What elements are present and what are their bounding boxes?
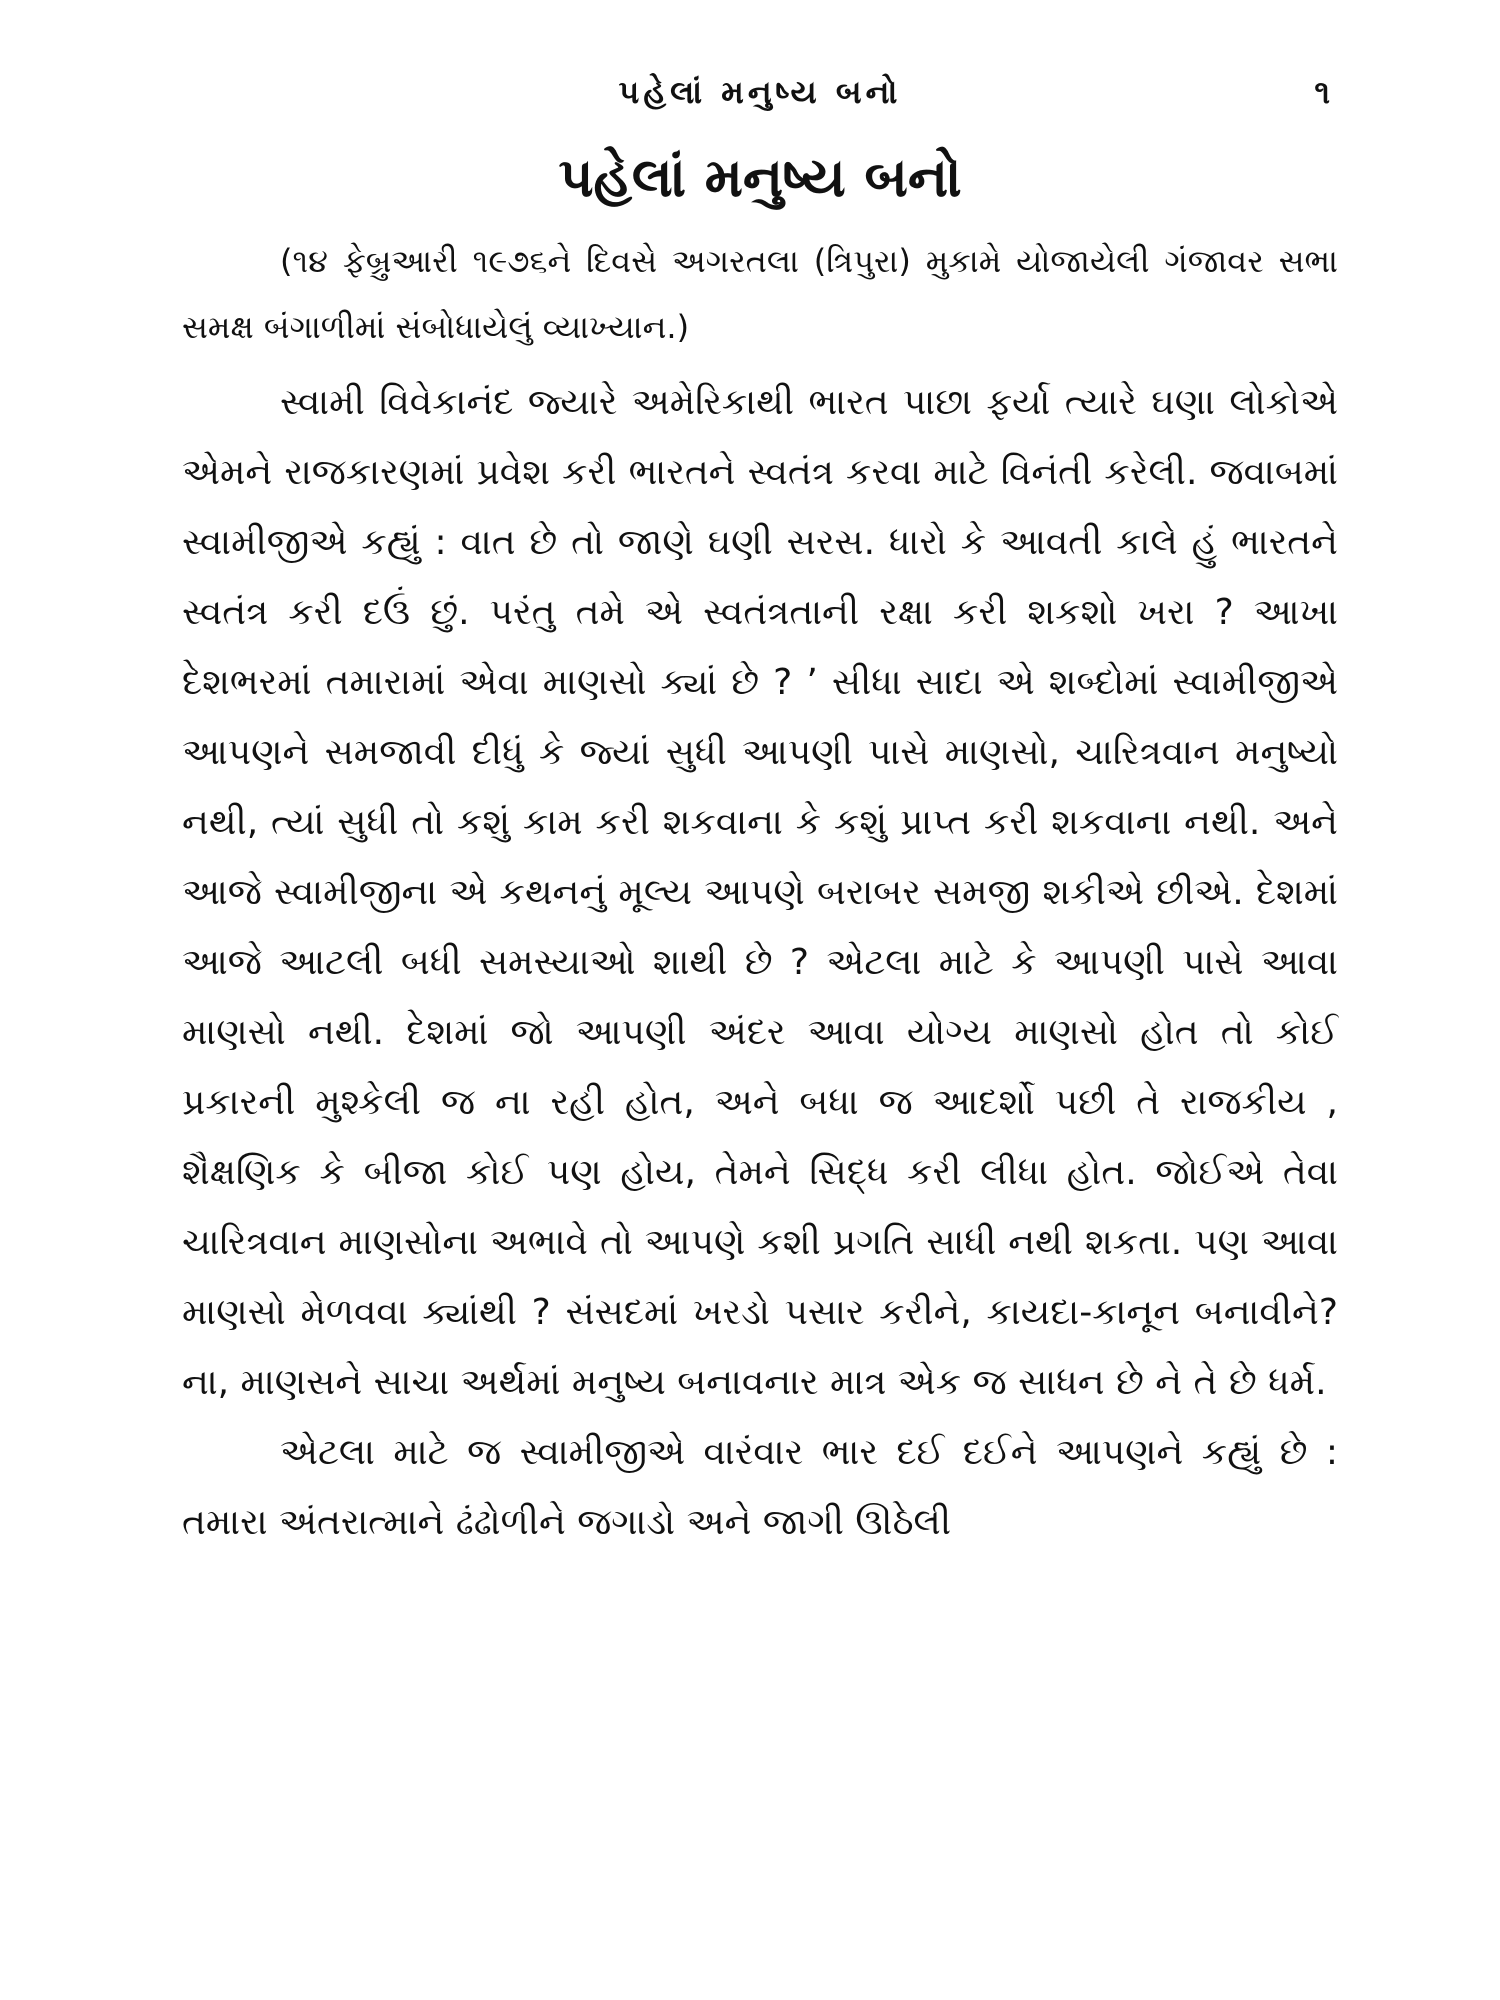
page-number: ૧ xyxy=(1314,73,1330,111)
paragraph-1: સ્વામી વિવેકાનંદ જ્યારે અમેરિકાથી ભારત પાછા ફર્યા ત્યારે ઘણા લોકોએ એમને રાજકારણમાં પ્રવેશ કરી ભારતને સ્વતંત્ર કરવા માટે વિનંતી કરેલી. જવાબમાં સ્વામીજીએ કહ્યું : વાત છે તો જાણે ઘણી સરસ. ધારો કે આવતી કાલે હું ભારતને સ્વતંત્ર કરી દઉં છું. પરંતુ તમે એ સ્વતંત્રતાની રક્ષા કરી શકશો ખરા ? આખા દેશભરમાં તમારામાં એવા માણસો ક્યાં છે ? ’ સીધા સાદા એ શબ્દોમાં સ્વામીજીએ આપણને સમજાવી દીધું કે જ્યાં સુધી આપણી પાસે માણસો, ચારિત્રવાન મનુષ્યો નથી, ત્યાં સુધી તો કશું કામ કરી શકવાના કે કશું પ્રાપ્ત કરી શકવાના નથી. અને આજે સ્વામીજીના એ કથનનું મૂલ્ય આપણે બરાબર સમજી શકીએ છીએ. દેશમાં આજે આટલી બધી સમસ્યાઓ શાથી છે ? એટલા માટે કે આપણી પાસે આવા માણસો નથી. દેશમાં જો આપણી અંદર આવા યોગ્ય માણસો હોત તો કોઈ પ્રકારની મુશ્કેલી જ ના રહી હોત, અને બધા જ આદર્શો પછી તે રાજકીય , શૈક્ષણિક કે બીજા કોઈ પણ હોય, તેમને સિદ્ધ કરી લીધા હોત. જોઈએ તેવા ચારિત્રવાન માણસોના અભાવે તો આપણે કશી પ્રગતિ સાધી નથી શકતા. પણ આવા માણસો મેળવવા ક્યાંથી ? સંસદમાં ખરડો પસાર કરીને, કાયદા-કાનૂન બનાવીને? ના, માણસને સાચા અર્થમાં મનુષ્ય બનાવનાર માત્ર એક જ સાધન છે ને તે છે ધર્મ. xyxy=(182,382,1338,1403)
body-text xyxy=(182,228,1338,1558)
running-header xyxy=(180,62,1340,122)
running-title: પહેલાં મનુષ્ય બનો xyxy=(618,73,902,111)
paragraph-2: એટલા માટે જ સ્વામીજીએ વારંવાર ભાર દઈ દઈને આપણને કહ્યું છે : તમારા અંતરાત્માને ઢંઢોળીને જગાડો અને જાગી ઊઠેલી xyxy=(182,1432,1338,1543)
chapter-title: પહેલાં મનુષ્ય બનો xyxy=(558,146,962,209)
chapter-subtitle: (૧૪ ફેબ્રુઆરી ૧૯૭૬ને દિવસે અગરતલા (ત્રિપુરા) મુકામે યોજાયેલી ગંજાવર સભા સમક્ષ બંગાળીમાં સંબોધાયેલું વ્યાખ્યાન.) xyxy=(182,242,1338,346)
